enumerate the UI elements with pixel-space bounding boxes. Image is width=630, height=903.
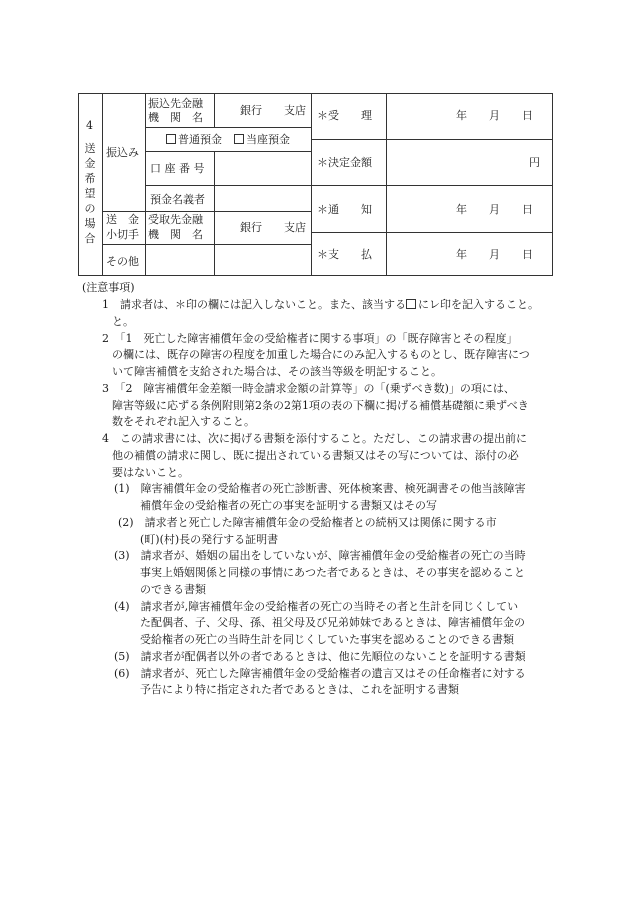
juri-date[interactable]: 年 月 日 xyxy=(456,109,533,122)
receive-label-line1: 受取先金融 xyxy=(148,213,203,226)
checkbox-icon xyxy=(406,299,416,309)
note-4-4-line-2: た配偶者、子、父母、孫、祖父母及び兄弟姉妹であるときは、障害補償年金の xyxy=(140,616,525,629)
receive-label-line2: 機 関 名 xyxy=(148,228,203,241)
note-4-1-line-2: 補償年金の受給権者の死亡の事実を証明する書類又はその写 xyxy=(140,499,437,512)
holder-label: 預金名義者 xyxy=(150,193,205,206)
note-2-line-1: 2 「1 死亡した障害補償年金の受給権者に関する事項」の「既存障害とその程度」 xyxy=(102,332,518,345)
note-4-4-line-3: 受給権者の死亡の当時生計を同じくしていた事実を認めることのできる書類 xyxy=(140,633,514,646)
note-4-5-line-1: (5) 請求者が配偶者以外の者であるときは、他に先順位のないことを証明する書類 xyxy=(114,650,526,663)
note-4-3-line-3: のできる書類 xyxy=(140,583,206,596)
shiharai-date[interactable]: 年 月 日 xyxy=(456,248,533,261)
note-4-2-line-1: (2) 請求者と死亡した障害補償年金の受給権者との続柄又は関係に関する市 xyxy=(118,516,497,529)
note-4-6-line-1: (6) 請求者が、死亡した障害補償年金の受給権者の遺言又はその任命権者に対する xyxy=(114,667,526,680)
juri-label: ＊受 理 xyxy=(317,109,372,122)
futsu-label: 普通預金 xyxy=(178,133,222,146)
note-1-line-1: 1 請求者は、＊印の欄には記入しないこと。また、該当する にレ印を記入すること。 xyxy=(102,298,539,311)
note-3-line-3: 数をそれぞれ記入すること。 xyxy=(112,415,255,428)
note-2-line-3: いて障害補償を支給された場合は、その該当等級を明記すること。 xyxy=(112,365,442,378)
receive-bank-field[interactable]: 銀行 支店 xyxy=(240,221,306,234)
bank-label-line1: 振込先金融 xyxy=(148,97,203,110)
tsuchi-label: ＊通 知 xyxy=(317,203,372,216)
toza-label: 当座預金 xyxy=(246,133,290,146)
tsuchi-date[interactable]: 年 月 日 xyxy=(456,203,533,216)
note-4-4-line-1: (4) 請求者が,障害補償年金の受給権者の死亡の当時その者と生計を同じくしてい xyxy=(114,600,519,613)
note-3-line-2: 障害等級に応ずる条例附則第2条の2第1項の表の下欄に掲げる補償基礎額に乗ずべき xyxy=(112,399,529,412)
shiharai-label: ＊支 払 xyxy=(317,248,372,261)
bank-label-line2: 機 関 名 xyxy=(148,111,203,124)
bank-field[interactable]: 銀行 支店 xyxy=(240,104,306,117)
futsu-checkbox[interactable] xyxy=(166,133,222,146)
note-4-6-line-2: 予告により特に指定された者であるときは、これを証明する書類 xyxy=(140,683,459,696)
note-4-line-1: 4 この請求書には、次に掲げる書類を添付すること。ただし、この請求書の提出前に xyxy=(102,432,527,445)
toza-checkbox[interactable] xyxy=(234,133,290,146)
remittance-form-table xyxy=(78,93,553,276)
other-label: その他 xyxy=(106,255,139,268)
kogitte-label-line2: 小切手 xyxy=(106,228,139,241)
notes-heading: (注意事項) xyxy=(82,281,135,294)
kettei-label: ＊決定金額 xyxy=(317,156,372,169)
row-number: 4 xyxy=(86,119,93,132)
note-4-line-3: 要はないこと。 xyxy=(112,466,189,479)
note-1-line-2: と。 xyxy=(112,315,134,328)
note-4-line-2: 他の補償の請求に関し、既に提出されている書類又はその写については、添付の必 xyxy=(112,449,519,462)
kogitte-label-line1: 送 金 xyxy=(106,213,139,226)
furikomi-label: 振込み xyxy=(106,146,139,159)
note-4-1-line-1: (1) 障害補償年金の受給権者の死亡診断書、死体検案書、検死調書その他当該障害 xyxy=(114,482,526,495)
note-2-line-2: の欄には、既存の障害の程度を加重した場合にのみ記入するものとし、既存障害につ xyxy=(112,348,530,361)
note-4-3-line-1: (3) 請求者が、婚姻の届出をしていないが、障害補償年金の受給権者の死亡の当時 xyxy=(114,549,526,562)
note-4-2-line-2: (町)(村)長の発行する証明書 xyxy=(140,533,279,546)
checkbox-icon xyxy=(234,134,244,144)
row-title-vertical: 送金希望の場合 xyxy=(84,142,96,245)
account-label: 口 座 番 号 xyxy=(150,162,205,175)
note-4-3-line-2: 事実上婚姻関係と同様の事情にあつた者であるときは、その事実を認めること xyxy=(140,566,525,579)
kettei-unit: 円 xyxy=(529,156,540,169)
checkbox-icon xyxy=(166,134,176,144)
note-3-line-1: 3 「2 障害補償年金差額一時金請求金額の計算等」の「(乗ずべき数)」の項には、 xyxy=(102,382,515,395)
